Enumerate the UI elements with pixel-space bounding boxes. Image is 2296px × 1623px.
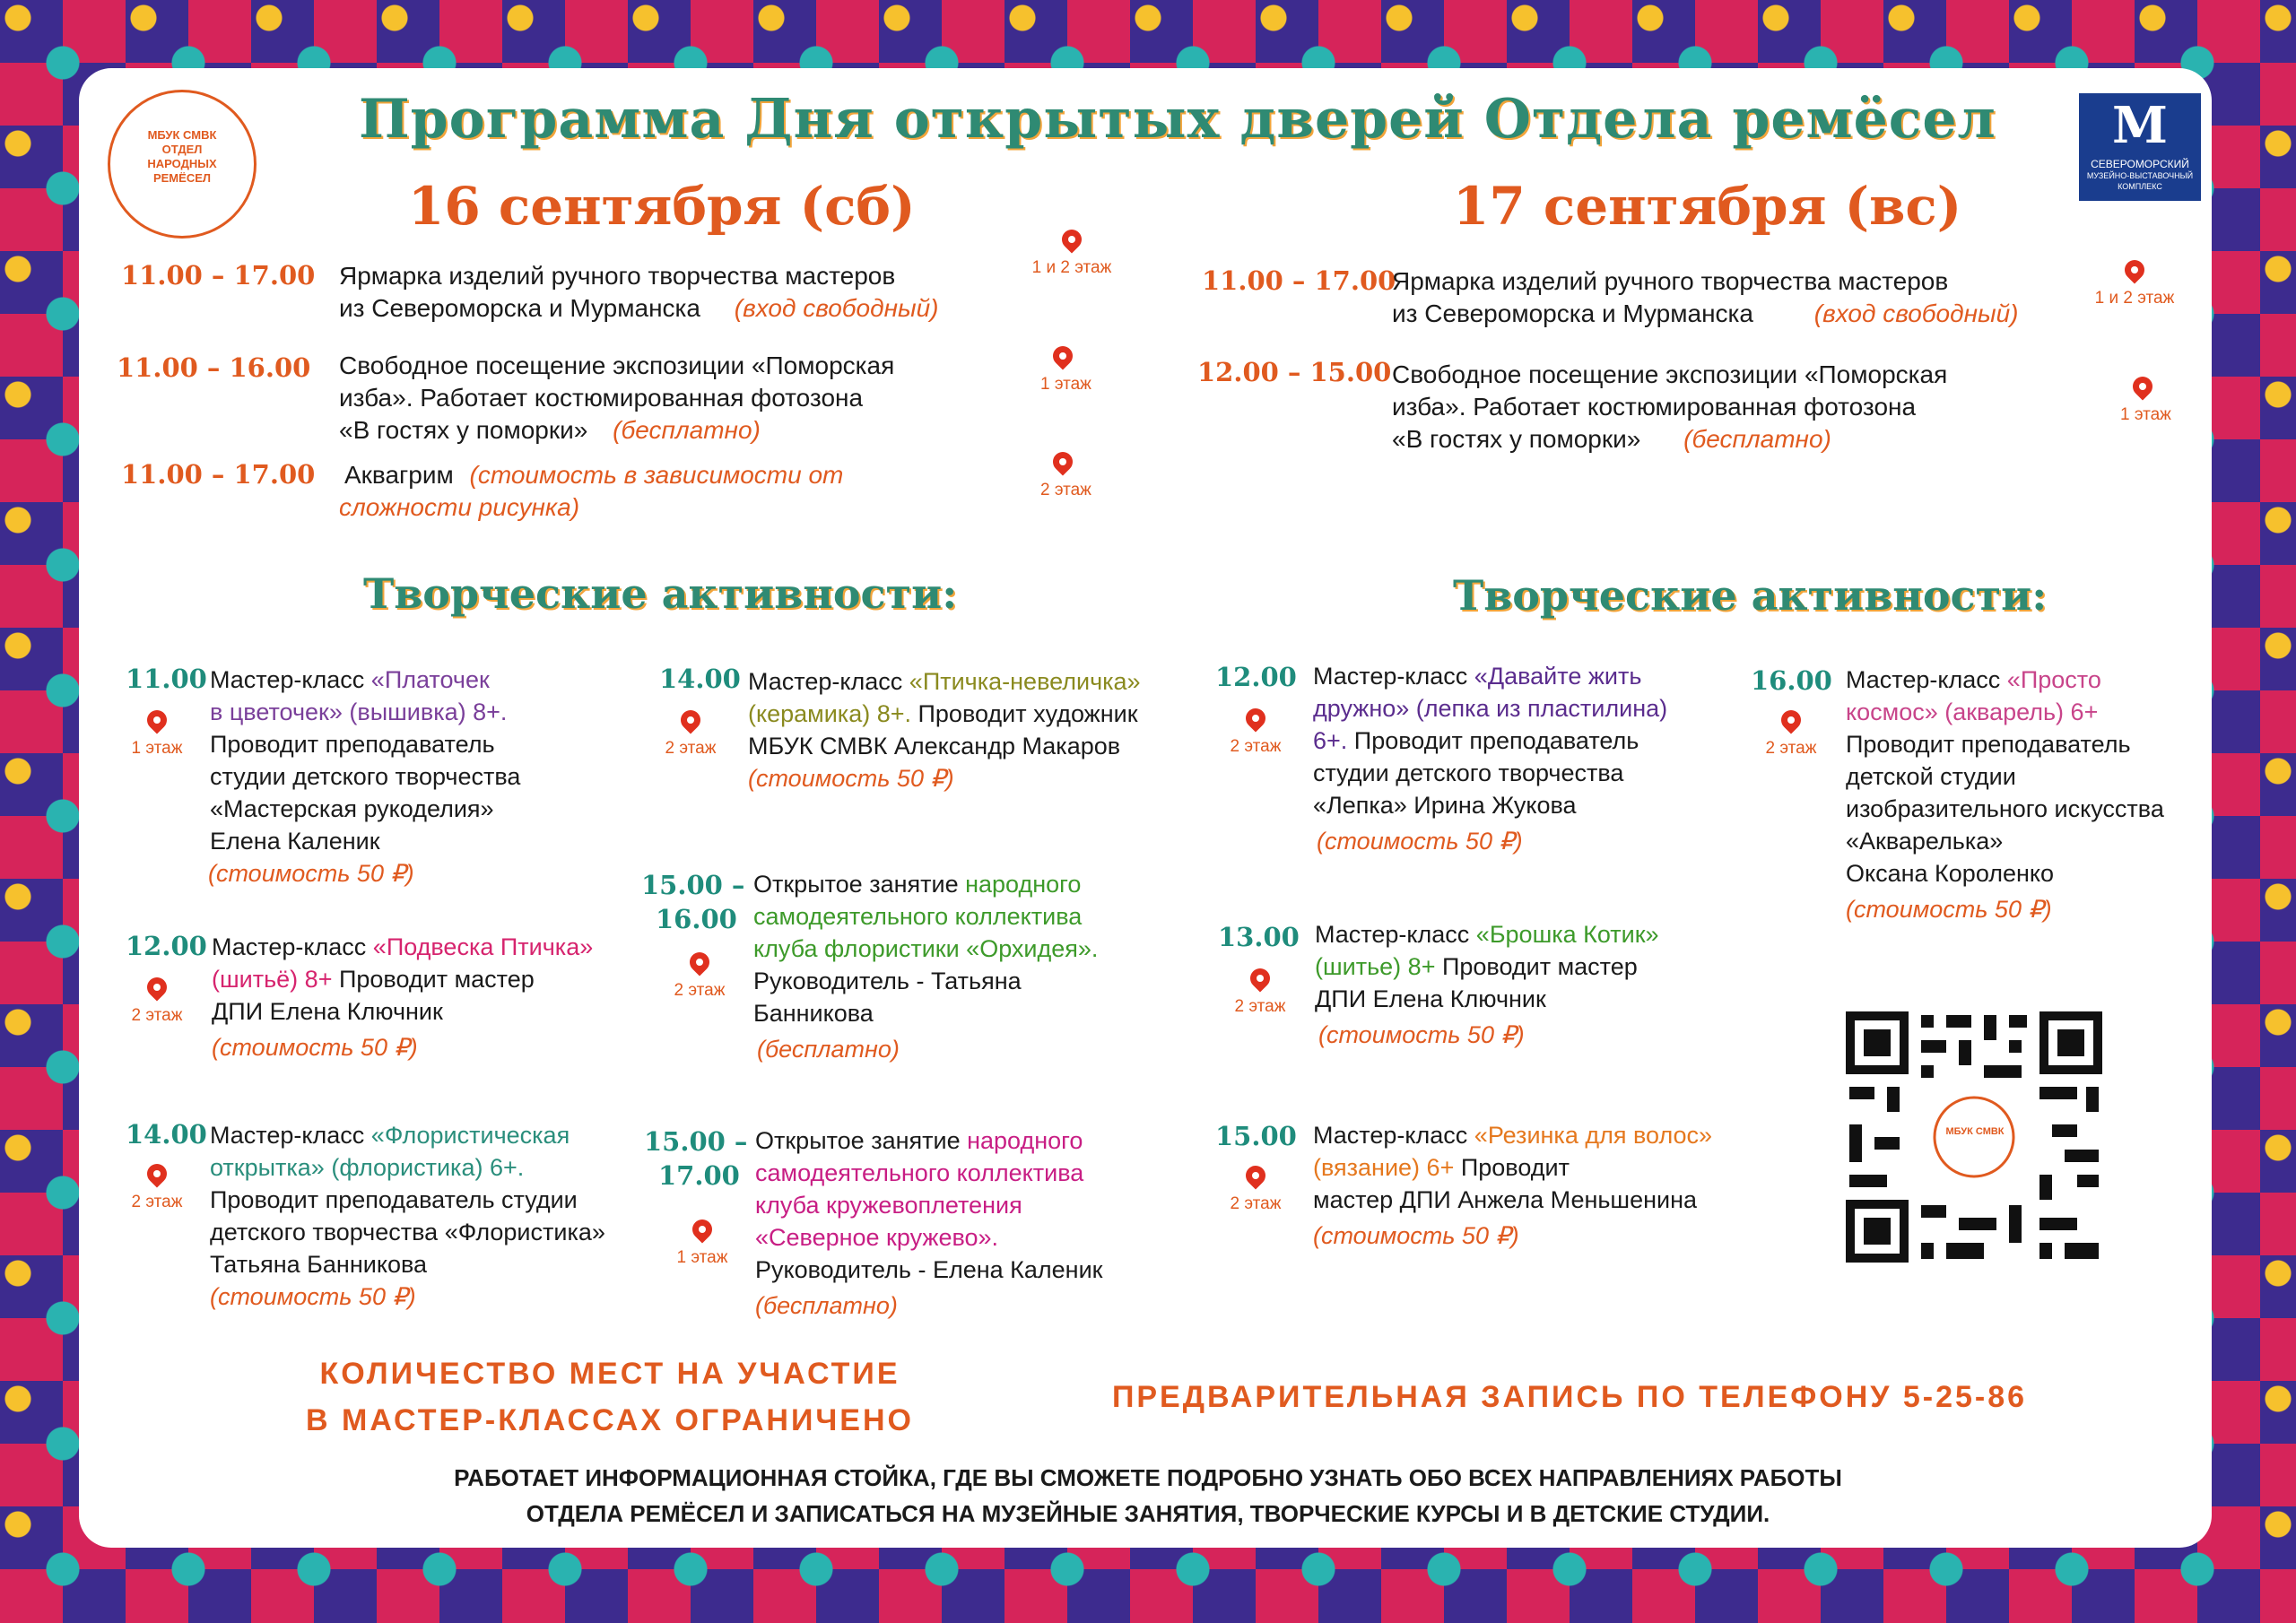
day1-event3-line1: Аквагрим — [344, 461, 454, 489]
mk5-b: народного — [965, 871, 1082, 898]
mk7-block — [1313, 660, 1735, 857]
floor-label: 2 этаж — [1230, 737, 1282, 756]
day1-event3-note: (стоимость в зависимости от — [469, 461, 844, 489]
mk3-c: открытка» (флористика) 6+. — [210, 1154, 525, 1181]
mk7-location — [1224, 708, 1287, 757]
mk6-location — [671, 1219, 734, 1268]
mk1-d: Проводит преподаватель — [210, 731, 495, 758]
mk3-d: Проводит преподаватель студии — [210, 1186, 578, 1213]
mk10-e: детской студии — [1846, 763, 2016, 790]
floor-label: 1 и 2 этаж — [2094, 289, 2175, 308]
mk6-d: клуба кружевоплетения — [755, 1192, 1022, 1219]
mk8-location — [1229, 968, 1292, 1017]
location-pin-icon — [688, 1215, 716, 1243]
mk2-time: 12.00 — [126, 931, 207, 961]
mk6-block — [755, 1124, 1168, 1322]
page-title: Программа Дня открытых дверей Отдела ремёсел — [359, 88, 1996, 151]
day1-event2-line2: изба». Работает костюмированная фотозона — [339, 384, 864, 412]
mk4-b: «Птичка-невеличка» — [909, 668, 1141, 695]
mk1-g: Елена Каленик — [210, 828, 380, 855]
mk9-location — [1224, 1166, 1287, 1214]
logo-m-icon: M — [2112, 96, 2168, 155]
mk1-block — [210, 664, 631, 890]
mk10-f: изобразительного искусства — [1846, 795, 2164, 822]
floor-label: 2 этаж — [131, 1193, 183, 1211]
mk2-c2: Проводит мастер — [332, 966, 535, 993]
mk5-f: Банникова — [753, 1000, 874, 1027]
mk6-b: народного — [967, 1127, 1083, 1154]
location-pin-icon — [2120, 256, 2148, 283]
day1-event1-line1: Ярмарка изделий ручного творчества мастеров — [339, 262, 896, 290]
mk2-d: ДПИ Елена Ключник — [212, 998, 443, 1025]
day1-event1 — [339, 260, 985, 325]
day2-event2-line1: Свободное посещение экспозиции «Поморская — [1392, 360, 1948, 388]
mk5-time1: 15.00 – — [641, 870, 745, 900]
limited-places-notice — [287, 1350, 933, 1444]
location-pin-icon — [1246, 964, 1274, 992]
activities-heading-right: Творческие активности: — [1453, 571, 2048, 620]
mk10-block — [1846, 664, 2205, 925]
footer-info — [135, 1460, 2161, 1532]
mk10-price: (стоимость 50 ₽) — [1846, 896, 2052, 923]
location-pin-icon — [143, 1159, 170, 1187]
location-pin-icon — [1241, 1161, 1269, 1189]
day2-event2-line3: «В гостях у поморки» — [1392, 425, 1641, 453]
mk1-a: Мастер-класс — [210, 666, 371, 693]
day1-event3-time: 11.00 – 17.00 — [121, 459, 316, 490]
floor-label: 2 этаж — [1040, 481, 1091, 499]
mk10-h: Оксана Короленко — [1846, 860, 2055, 887]
mk6-time — [644, 1124, 747, 1193]
mk8-b: «Брошка Котик» — [1475, 921, 1659, 948]
location-pin-icon — [1048, 447, 1076, 475]
limited-places-line1: КОЛИЧЕСТВО МЕСТ НА УЧАСТИЕ — [319, 1357, 900, 1391]
mk10-a: Мастер-класс — [1846, 666, 2007, 693]
day1-event1-time: 11.00 – 17.00 — [121, 260, 316, 291]
mk4-a: Мастер-класс — [748, 668, 909, 695]
logo-right-line2: МУЗЕЙНО-ВЫСТАВОЧНЫЙ КОМПЛЕКС — [2086, 171, 2194, 191]
mk4-d: МБУК СМВК Александр Макаров — [748, 733, 1121, 759]
mk7-price: (стоимость 50 ₽) — [1317, 828, 1523, 855]
mk1-c: в цветочек» (вышивка) 8+. — [210, 699, 508, 725]
location-pin-icon — [1048, 342, 1076, 369]
day1-event2 — [339, 350, 985, 447]
mk9-price: (стоимость 50 ₽) — [1313, 1222, 1519, 1249]
mk10-c: космос» (акварель) 6+ — [1846, 699, 2099, 725]
day1-event2-line3: «В гостях у поморки» — [339, 416, 588, 444]
mk9-d: мастер ДПИ Анжела Меньшенина — [1313, 1186, 1698, 1213]
mk8-c2: Проводит мастер — [1435, 953, 1638, 980]
day2-event1 — [1392, 265, 2074, 330]
mk4-c2: Проводит художник — [911, 700, 1138, 727]
day2-event2-location — [2120, 377, 2171, 425]
day2-event1-line1: Ярмарка изделий ручного творчества мастеров — [1392, 267, 1949, 295]
mk9-c2: Проводит — [1454, 1154, 1570, 1181]
day1-event2-location — [1040, 346, 1091, 395]
day2-event2 — [1392, 359, 2074, 456]
mk6-time2: 17.00 — [658, 1160, 740, 1191]
mk3-a: Мастер-класс — [210, 1122, 371, 1149]
day1-event2-line1: Свободное посещение экспозиции «Поморская — [339, 352, 895, 379]
day1-event1-line2: из Североморска и Мурманска — [339, 294, 700, 322]
mk7-e: студии детского творчества — [1313, 759, 1624, 786]
mk5-d: клуба флористики «Орхидея». — [753, 935, 1099, 962]
location-pin-icon — [1057, 225, 1085, 253]
footer-line2: ОТДЕЛА РЕМЁСЕЛ И ЗАПИСАТЬСЯ НА МУЗЕЙНЫЕ ЗАНЯТИЯ, ТВОРЧЕСКИЕ КУРСЫ И В ДЕТСКИЕ СТУДИИ. — [526, 1500, 1770, 1527]
mk1-location — [126, 710, 188, 759]
mk8-time: 13.00 — [1218, 922, 1300, 952]
location-pin-icon — [685, 948, 713, 976]
mk9-block — [1313, 1119, 1752, 1252]
day2-event2-time: 12.00 – 15.00 — [1197, 357, 1392, 387]
floor-label: 1 этаж — [1040, 375, 1091, 394]
mk1-b: «Платочек — [370, 666, 490, 693]
mk10-time: 16.00 — [1751, 665, 1832, 696]
footer-line1: РАБОТАЕТ ИНФОРМАЦИОННАЯ СТОЙКА, ГДЕ ВЫ СМОЖЕТЕ ПОДРОБНО УЗНАТЬ ОБО ВСЕХ НАПРАВЛЕНИЯХ РАБОТЫ — [454, 1464, 1842, 1491]
day1-heading: 16 сентября (сб) — [408, 176, 916, 237]
mk1-f: «Мастерская рукоделия» — [210, 795, 494, 822]
left-logo — [108, 90, 257, 239]
mk5-time — [641, 868, 744, 936]
day1-event2-time: 11.00 – 16.00 — [117, 352, 311, 383]
mk4-location — [659, 710, 722, 759]
mk7-b: «Давайте жить — [1474, 663, 1642, 690]
day1-event3-note2: сложности рисунка) — [339, 493, 580, 521]
floor-label: 1 этаж — [2120, 405, 2171, 424]
mk9-a: Мастер-класс — [1313, 1122, 1474, 1149]
day2-event2-note: (бесплатно) — [1683, 425, 1831, 453]
limited-places-line2: В МАСТЕР-КЛАССАХ ОГРАНИЧЕНО — [306, 1403, 914, 1437]
mk5-c: самодеятельного коллектива — [753, 903, 1083, 930]
mk4-c: (керамика) 8+. — [748, 700, 911, 727]
mk3-location — [126, 1164, 188, 1212]
day2-heading: 17 сентября (вс) — [1453, 176, 1962, 237]
mk2-location — [126, 977, 188, 1026]
mk3-time: 14.00 — [126, 1119, 207, 1150]
mk1-e: студии детского творчества — [210, 763, 521, 790]
mk2-a: Мастер-класс — [212, 933, 373, 960]
right-logo — [2079, 93, 2201, 201]
qr-code[interactable] — [1846, 1011, 2102, 1263]
mk5-e: Руководитель - Татьяна — [753, 968, 1022, 994]
floor-label: 2 этаж — [1230, 1194, 1282, 1213]
mk9-c: (вязание) 6+ — [1313, 1154, 1455, 1181]
floor-label: 2 этаж — [674, 981, 726, 1000]
location-pin-icon — [143, 706, 170, 733]
floor-label: 1 этаж — [131, 739, 183, 758]
logo-right-line1: СЕВЕРОМОРСКИЙ — [2091, 158, 2189, 170]
mk6-e: «Северное кружево». — [755, 1224, 999, 1251]
mk3-b: «Флористическая — [370, 1122, 570, 1149]
mk4-time: 14.00 — [659, 664, 741, 694]
mk1-time: 11.00 — [126, 664, 207, 694]
floor-label: 2 этаж — [131, 1006, 183, 1025]
day1-event1-note: (вход свободный) — [734, 294, 939, 322]
mk2-b: «Подвеска Птичка» — [372, 933, 594, 960]
day2-event1-location — [2090, 260, 2179, 308]
mk5-a: Открытое занятие — [753, 871, 966, 898]
mk4-price: (стоимость 50 ₽) — [748, 765, 954, 792]
mk4-block — [748, 665, 1187, 794]
mk8-c: (шитье) 8+ — [1315, 953, 1436, 980]
day1-event3 — [339, 459, 985, 524]
mk6-price: (бесплатно) — [755, 1292, 898, 1319]
qr-code-icon — [1846, 1011, 2102, 1263]
mk9-b: «Резинка для волос» — [1474, 1122, 1713, 1149]
mk6-c: самодеятельного коллектива — [755, 1159, 1084, 1186]
floor-label: 1 и 2 этаж — [1031, 258, 1112, 277]
day2-event1-note: (вход свободный) — [1813, 299, 2019, 327]
mk5-price: (бесплатно) — [757, 1036, 900, 1063]
mk2-c: (шитьё) 8+ — [212, 966, 333, 993]
day2-event2-line2: изба». Работает костюмированная фотозона — [1392, 393, 1917, 421]
mk3-f: Татьяна Банникова — [210, 1251, 428, 1278]
registration-notice: ПРЕДВАРИТЕЛЬНАЯ ЗАПИСЬ ПО ТЕЛЕФОНУ 5-25-86 — [1111, 1380, 2028, 1414]
mk3-price: (стоимость 50 ₽) — [210, 1283, 416, 1310]
mk6-a: Открытое занятие — [755, 1127, 968, 1154]
mk6-time1: 15.00 – — [644, 1126, 748, 1157]
location-pin-icon — [1777, 706, 1805, 733]
location-pin-icon — [676, 706, 704, 733]
day1-event1-location — [1031, 230, 1112, 278]
mk10-b: «Просто — [2006, 666, 2101, 693]
mk10-d: Проводит преподаватель — [1846, 731, 2131, 758]
mk7-time: 12.00 — [1215, 662, 1297, 692]
mk2-block — [212, 931, 633, 1063]
location-pin-icon — [1241, 704, 1269, 732]
mk7-a: Мастер-класс — [1313, 663, 1474, 690]
mk8-a: Мастер-класс — [1315, 921, 1476, 948]
day2-event1-time: 11.00 – 17.00 — [1202, 265, 1396, 296]
floor-label: 2 этаж — [1765, 739, 1817, 758]
mk7-c: дружно» (лепка из пластилина) — [1313, 695, 1668, 722]
mk5-location — [668, 952, 731, 1001]
activities-heading-left: Творческие активности: — [363, 569, 958, 618]
mk3-e: детского творчества «Флористика» — [210, 1219, 605, 1245]
location-pin-icon — [143, 973, 170, 1001]
mk6-f: Руководитель - Елена Каленик — [755, 1256, 1103, 1283]
floor-label: 2 этаж — [1234, 997, 1286, 1016]
mk5-time2: 16.00 — [656, 904, 737, 934]
mk8-d: ДПИ Елена Ключник — [1315, 985, 1546, 1012]
floor-label: 2 этаж — [665, 739, 717, 758]
mk10-g: «Акварелька» — [1846, 828, 2004, 855]
day2-event1-line2: из Североморска и Мурманска — [1392, 299, 1753, 327]
left-logo-text: МБУК СМВК ОТДЕЛ НАРОДНЫХ РЕМЁСЕЛ — [147, 128, 217, 185]
mk7-d2: Проводит преподаватель — [1347, 727, 1639, 754]
mk7-d: 6+. — [1313, 727, 1348, 754]
floor-label: 1 этаж — [676, 1248, 728, 1267]
mk10-location — [1760, 710, 1822, 759]
mk2-price: (стоимость 50 ₽) — [212, 1034, 418, 1061]
mk8-price: (стоимость 50 ₽) — [1318, 1021, 1525, 1048]
mk8-block — [1315, 918, 1736, 1051]
qr-logo-text: МБУК СМВК — [1945, 1126, 2005, 1137]
day1-event3-location — [1040, 452, 1091, 500]
mk1-price: (стоимость 50 ₽) — [208, 860, 414, 887]
day1-event2-note: (бесплатно) — [613, 416, 761, 444]
mk3-block — [210, 1119, 640, 1313]
location-pin-icon — [2128, 372, 2156, 400]
mk9-time: 15.00 — [1215, 1121, 1297, 1151]
mk5-block — [753, 868, 1166, 1065]
mk7-f: «Лепка» Ирина Жукова — [1313, 792, 1577, 819]
